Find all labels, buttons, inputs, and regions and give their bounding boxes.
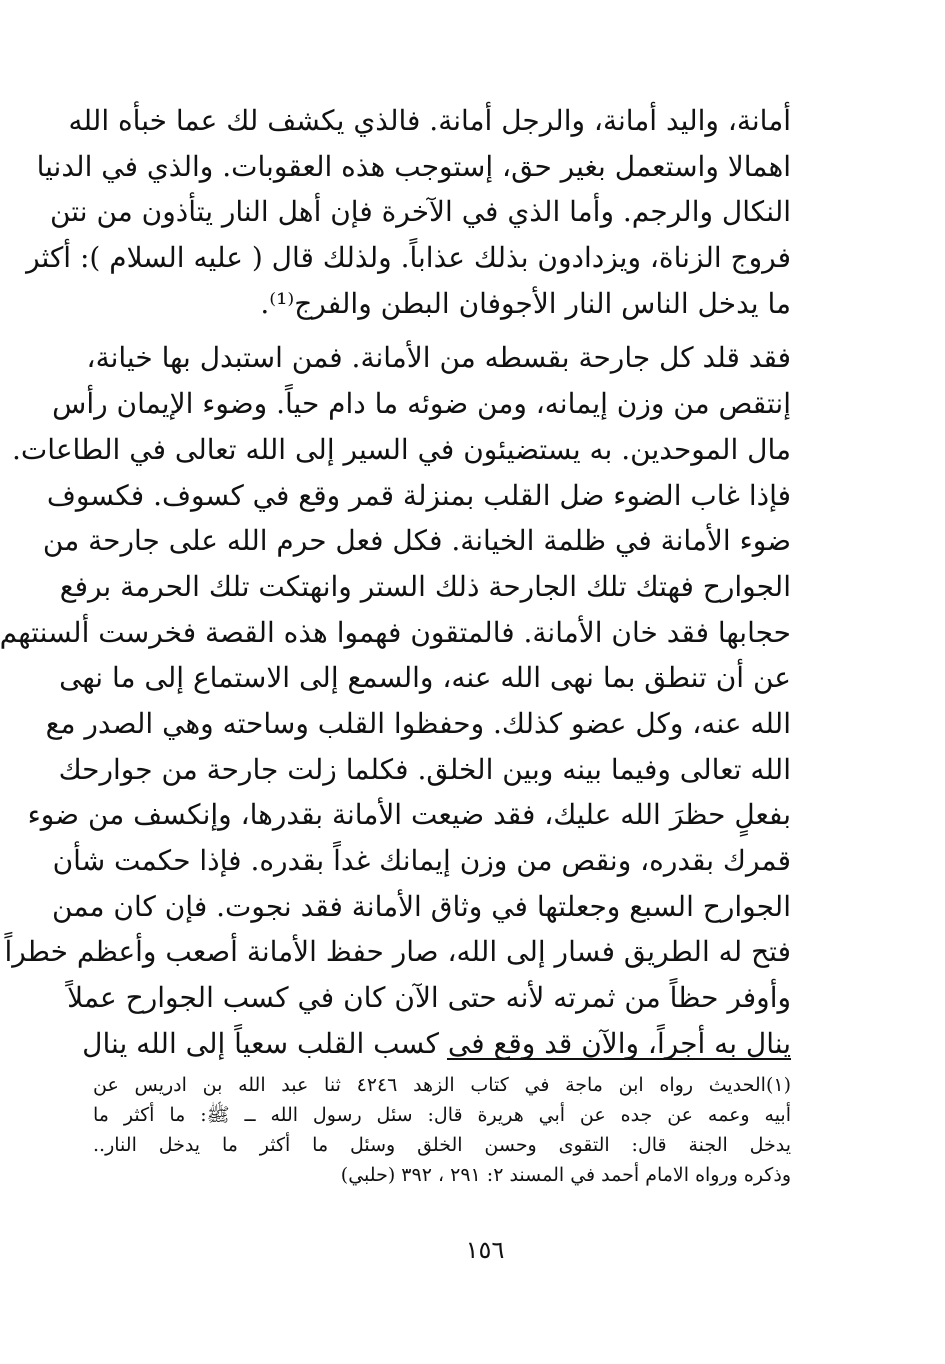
- text-line: الجوارح السبع وجعلتها في وثاق الأمانة فقد نجوت. فإن كان ممن: [52, 889, 791, 923]
- main-text: [0, 98, 791, 1066]
- text-line: ضوء الأمانة في ظلمة الخيانة. فكل فعل حرم الله على جارحة من: [42, 524, 791, 558]
- footnote-separator: [447, 1058, 791, 1060]
- text-line: ما يدخل الناس النار الأجوفان البطن والفرج⁽¹⁾.: [260, 286, 791, 320]
- footnote-line: أبيه وعمه عن جده عن أبي هريرة قال: سئل رسول الله ــ ﷺ: ما أكثر ما: [93, 1104, 791, 1126]
- text-line: فقد قلد كل جارحة بقسطه من الأمانة. فمن استبدل بها خيانة،: [86, 341, 791, 375]
- footnote-line: (١)الحديث رواه ابن ماجة في كتاب الزهد ٤٢٤٦ ثنا عبد الله بن ادريس عن: [93, 1074, 791, 1096]
- page-number: ١٥٦: [465, 1236, 505, 1264]
- text-line: النكال والرجم. وأما الذي في الآخرة فإن أهل النار يتأذون من نتن: [49, 195, 791, 229]
- paragraph: [0, 335, 791, 1066]
- footnote-line: وذكره ورواه الامام أحمد في المسند ٢: ٢٩١ ، ٣٩٢ (حلبي): [340, 1164, 791, 1186]
- text-line: مال الموحدين. به يستضيئون في السير إلى الله تعالى في الطاعات.: [12, 432, 791, 466]
- text-line: بفعلٍ حظرَ الله عليك، فقد ضيعت الأمانة بقدرها، وإنكسف من ضوء: [27, 798, 791, 832]
- paragraph: [26, 98, 791, 326]
- text-line: الله عنه، وكل عضو كذلك. وحفظوا القلب وساحته وهي الصدر مع: [45, 706, 791, 740]
- text-line: قمرك بقدره، ونقص من وزن إيمانك غداً بقدره. فإذا حكمت شأن: [52, 844, 791, 877]
- text-line: حجابها فقد خان الأمانة. فالمتقون فهموا هذه القصة فخرست ألسنتهم: [0, 615, 791, 649]
- text-line: عن أن تنطق بما نهى الله عنه، والسمع إلى الاستماع إلى ما نهى: [59, 661, 791, 695]
- text-line: الجوارح فهتك تلك الجارحة ذلك الستر وانهتكت تلك الحرمة برفع: [59, 569, 791, 603]
- text-line: اهمالا واستعمل بغير حق، إستوجب هذه العقوبات. والذي في الدنيا: [36, 149, 791, 183]
- text-line: إنتقص من وزن إيمانه، ومن ضوئه ما دام حياً. وضوء الإيمان رأس: [52, 387, 791, 421]
- text-line: فإذا غاب الضوء ضل القلب بمنزلة قمر وقع في كسوف. فكسوف: [46, 478, 791, 512]
- footnote-line: يدخل الجنة قال: التقوى وحسن الخلق وسئل ما أكثر ما يدخل النار..: [93, 1134, 791, 1156]
- text-line: الله تعالى وفيما بينه وبين الخلق. فكلما زلت جارحة من جوارحك: [58, 752, 791, 786]
- text-line: ينال به أجراً، والآن قد وقع في كسب القلب سعياً إلى الله ينال: [82, 1026, 791, 1060]
- text-line: أمانة، واليد أمانة، والرجل أمانة. فالذي يكشف لك عما خبأه الله: [68, 104, 791, 137]
- footnotes: [93, 1070, 791, 1190]
- text-line: وأوفر حظاً من ثمرته لأنه حتى الآن كان في كسب الجوارح عملاً: [67, 981, 791, 1015]
- text-line: فروج الزناة، ويزدادون بذلك عذاباً. ولذلك قال ( عليه السلام ): أكثر: [26, 241, 791, 275]
- text-line: فتح له الطريق فسار إلى الله، صار حفظ الأمانة أصعب وأعظم خطراً: [4, 935, 791, 969]
